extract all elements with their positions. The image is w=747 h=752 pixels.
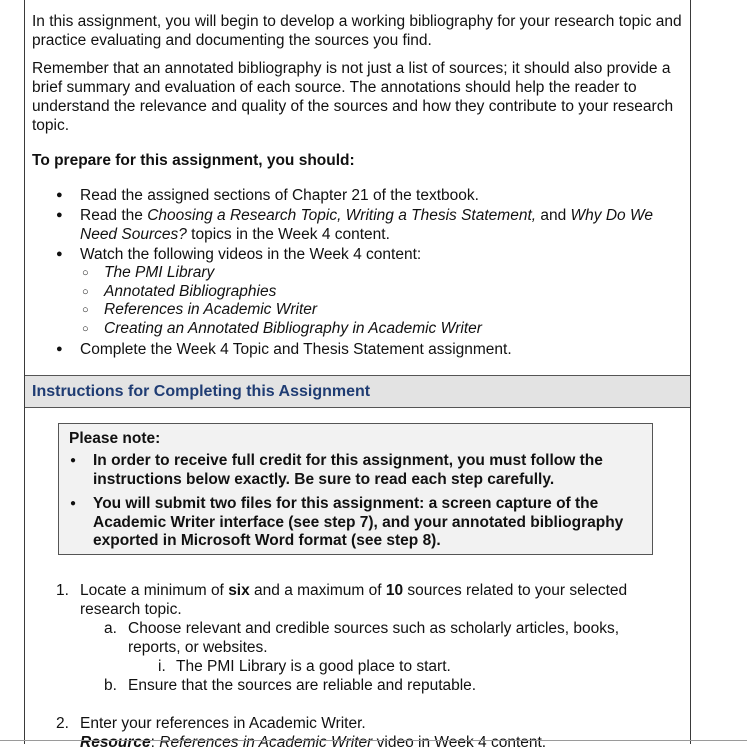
prepare-heading: To prepare for this assignment, you should: <box>32 152 355 169</box>
video-references-academic-writer: ○ References in Academic Writer <box>56 301 682 320</box>
step-1: 1. Locate a minimum of six and a maximum of 10 sources related to your selected research topic. a. Choose relevant and credible sources such as scholarly articles, books, reports, or websites. i. The PMI Library is a good place to start. b. Ensure that the sources are reliable and reputable. <box>32 581 672 695</box>
please-note-box <box>58 423 653 555</box>
step-2: 2. Enter your references in Academic Writer. Resource: References in Academic Writer video in Week 4 content. <box>56 715 547 751</box>
prepare-list <box>32 186 682 359</box>
intro-paragraph-1: In this assignment, you will begin to develop a working bibliography for your research topic and practice evaluating and documenting the sources you find. <box>32 13 682 49</box>
step-1a: a. Choose relevant and credible sources such as scholarly articles, books, reports, or websites. i. The PMI Library is a good place to start. <box>80 619 672 676</box>
step-1a-substeps <box>128 657 672 676</box>
step-1b: b. Ensure that the sources are reliable and reputable. <box>104 677 477 694</box>
video-creating-annotated-bibliography: ○ Creating an Annotated Bibliography in Academic Writer <box>56 320 682 339</box>
video-list <box>80 264 682 339</box>
intro-paragraph-2: Remember that an annotated bibliography is not just a list of sources; it should also provide a brief summary and evaluation of each source. The annotations should help the reader to understand the relevance and quality of the sources and how they contribute to your research topic. <box>32 60 674 134</box>
note-bullet-full-credit: ● In order to receive full credit for this assignment, you must follow the instructions below exactly. Be sure to read each step carefully. <box>69 452 642 489</box>
steps-list <box>32 581 672 752</box>
bottom-divider <box>0 740 747 741</box>
instructions-header-title: Instructions for Completing this Assignment <box>32 383 371 400</box>
step-1-substeps <box>80 619 672 695</box>
instructions-header <box>25 375 690 408</box>
step-2-number: 2. <box>56 715 69 732</box>
step-1-number: 1. <box>56 582 69 599</box>
prepare-item-read-topics: ● Read the Choosing a Research Topic, Writing a Thesis Statement, and Why Do We Need Sources? topics in the Week 4 content. <box>32 206 682 244</box>
note-list <box>69 452 642 551</box>
video-annotated-bibliographies: ○ Annotated Bibliographies <box>56 283 682 302</box>
intro-section <box>32 12 682 360</box>
video-pmi-library: ○ The PMI Library <box>56 264 682 283</box>
prepare-item-watch-videos: ● Watch the following videos in the Week 4 content: ○ The PMI Library ○ Annotated Bibliographies ○ References in Academic Writer ○ Creating an Annotated Bibliography in Academic Writer <box>32 245 682 339</box>
prepare-item-complete-assignment: ● Complete the Week 4 Topic and Thesis Statement assignment. <box>32 340 682 359</box>
resource-link-title: References in Academic Writer <box>159 734 373 751</box>
resource-label: Resource <box>80 734 151 751</box>
step-1a-i: i. The PMI Library is a good place to start. <box>158 658 451 675</box>
note-bullet-two-files: ● You will submit two files for this assignment: a screen capture of the Academic Writer interface (see step 7), and your annotated bibliography exported in Microsoft Word format (see step 8). <box>69 495 642 551</box>
note-title: Please note: <box>69 430 161 447</box>
prepare-item-read-chapter: ● Read the assigned sections of Chapter 21 of the textbook. <box>32 186 682 205</box>
